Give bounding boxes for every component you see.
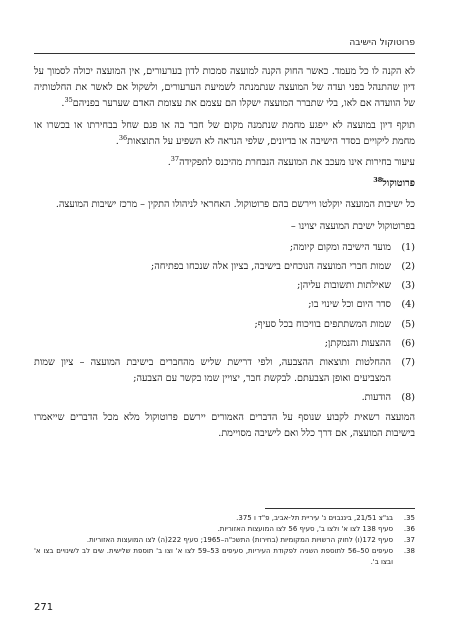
list-item	[34, 390, 415, 406]
footnote-rule	[265, 508, 415, 509]
section-title-text: פרוטוקול	[382, 178, 415, 190]
list-item	[34, 317, 415, 333]
footnote-ref-37[interactable]: 37	[170, 154, 180, 163]
page-number: 271	[34, 602, 54, 613]
footnote	[34, 535, 415, 546]
list-item-number: (2)	[401, 261, 415, 273]
list-item-number: (3)	[401, 280, 415, 292]
paragraph-1	[34, 64, 415, 113]
list-item-number: (7)	[401, 357, 415, 369]
paragraph-3	[34, 155, 415, 171]
list-item-number: (6)	[401, 337, 415, 349]
list-item	[34, 297, 415, 313]
list-item	[34, 278, 415, 294]
list-item	[34, 240, 415, 256]
footnote-ref-36[interactable]: 36	[118, 133, 128, 142]
list-item-text: שמות המשתתפים בוויכוח בכל סעיף;	[254, 318, 391, 330]
paragraph-1-text: לא הקנה לו כל מעמד. כאשר החוק הקנה למועצה סמכות לדון בערעורים, אין המועצה יכולה לסמוך על דיון שהתנהל בפני ועדה של המועצה שנתמנתה לשמיעת הערעורים, ולשקול אם לאשר את החלטותיה של הוועדה אם לאו, בלי שתברר המועצה ישקלו הם עצמם את עצומת האדם שערער בפניהם	[34, 66, 415, 110]
paragraph-2-end: .	[115, 135, 119, 147]
body-text	[34, 64, 415, 447]
list-item-text: ההצעות והנמקתן;	[324, 337, 391, 349]
list-item-text: מועד הישיבה ומקום קיומה;	[289, 241, 391, 253]
list-item	[34, 259, 415, 275]
footnote-text: סעיף 138 לצו א' ולצו ב', סעיף 56 לצו המועצות האזוריות.	[217, 525, 393, 533]
footnote	[34, 546, 415, 568]
footnote-number: 36.	[403, 525, 415, 533]
paragraph-4: כל ישיבות המועצה יוקלטו ויירשם בהם פרוטוקול. האחראי לניהולו התקין – מרכז ישיבות המועצה.	[55, 199, 415, 211]
footnote-text: בג"צ 21/51, ביננבוים נ' עיריית תל-אביב, פ"ד ו 375.	[236, 514, 393, 522]
paragraph-5: בפרוטוקול ישיבת המועצה יצוינו –	[290, 220, 415, 232]
list-item-text: ההחלטות ותוצאות ההצבעה, ולפי דרישת שליש מהחברים בישיבת המועצה – ציון שמות המצביעים ואופן הצבעתם. לבקשת חבר, יצויין שמו בקשר עם הצבעה;	[34, 357, 391, 385]
running-header: פרוטוקול הישיבה	[349, 38, 415, 48]
footnote-number: 38.	[403, 547, 415, 555]
list-item-text: הודעות.	[361, 392, 391, 404]
paragraph-2-text: תוקף דיון במועצה לא ייפגע מחמת שנתמנה מקום של חבר בה או פגם שחל בבחירתו או בכשרו או מחמת ליקויים בסדר הישיבה או בדיונים, שלפי הנראה לא השפיע על התוצאות	[34, 119, 415, 147]
footnote	[34, 513, 415, 524]
list-item-number: (8)	[401, 392, 415, 404]
footnotes	[34, 513, 415, 568]
list-item-number: (5)	[401, 318, 415, 330]
enumerated-list	[34, 240, 415, 407]
list-item-number: (1)	[401, 241, 415, 253]
footnote-ref-35[interactable]: 35	[64, 96, 73, 105]
footnote	[34, 524, 415, 535]
footnote-number: 35.	[403, 514, 415, 522]
header-rule	[34, 53, 415, 54]
paragraph-6: המועצה רשאית לקבוע שנוסף על הדברים האמורים יירשם פרוטוקול מלא מכל הדברים שייאמרו בישיבות המועצה, אם דרך כלל ואם לישיבה מסויימת.	[34, 411, 415, 439]
paragraph-3-text: עיעור בחירות אינו מעכב את המועצה הנבחרת מהיכנס לתפקידה	[179, 157, 415, 169]
list-item-number: (4)	[401, 299, 415, 311]
footnote-ref-38[interactable]: 38	[373, 176, 383, 185]
footnote-text: סעיף 172(ו) לחוק הרשויות המקומיות (בחירות) התשכ"ה–1965; סעיף 222(ה) לצו המועצות האזוריות.	[86, 536, 393, 544]
list-item-text: סדר היום וכל שינוי בו;	[308, 299, 391, 311]
footnote-text: סעיפים 50–56 לתוספת השניה לפקודת העיריות, סעיפים 53–59 לצו א' וצו ב' תוספת שלישית. שים לב לשינויים בצו א' ובצו ב'.	[34, 547, 394, 566]
section-title	[34, 176, 415, 192]
list-item-text: שאילתות ותשובות עליהן;	[297, 280, 391, 292]
list-item	[34, 336, 415, 352]
paragraph-2	[34, 118, 415, 150]
paragraph-3-end: .	[167, 157, 171, 169]
list-item-text: שמות חברי המועצה הנוכחים בישיבה, בציון אלה שנכחו בפתיחה;	[151, 261, 391, 273]
paragraph-1-end: .	[61, 98, 65, 110]
list-item	[34, 355, 415, 387]
footnote-number: 37.	[403, 536, 415, 544]
